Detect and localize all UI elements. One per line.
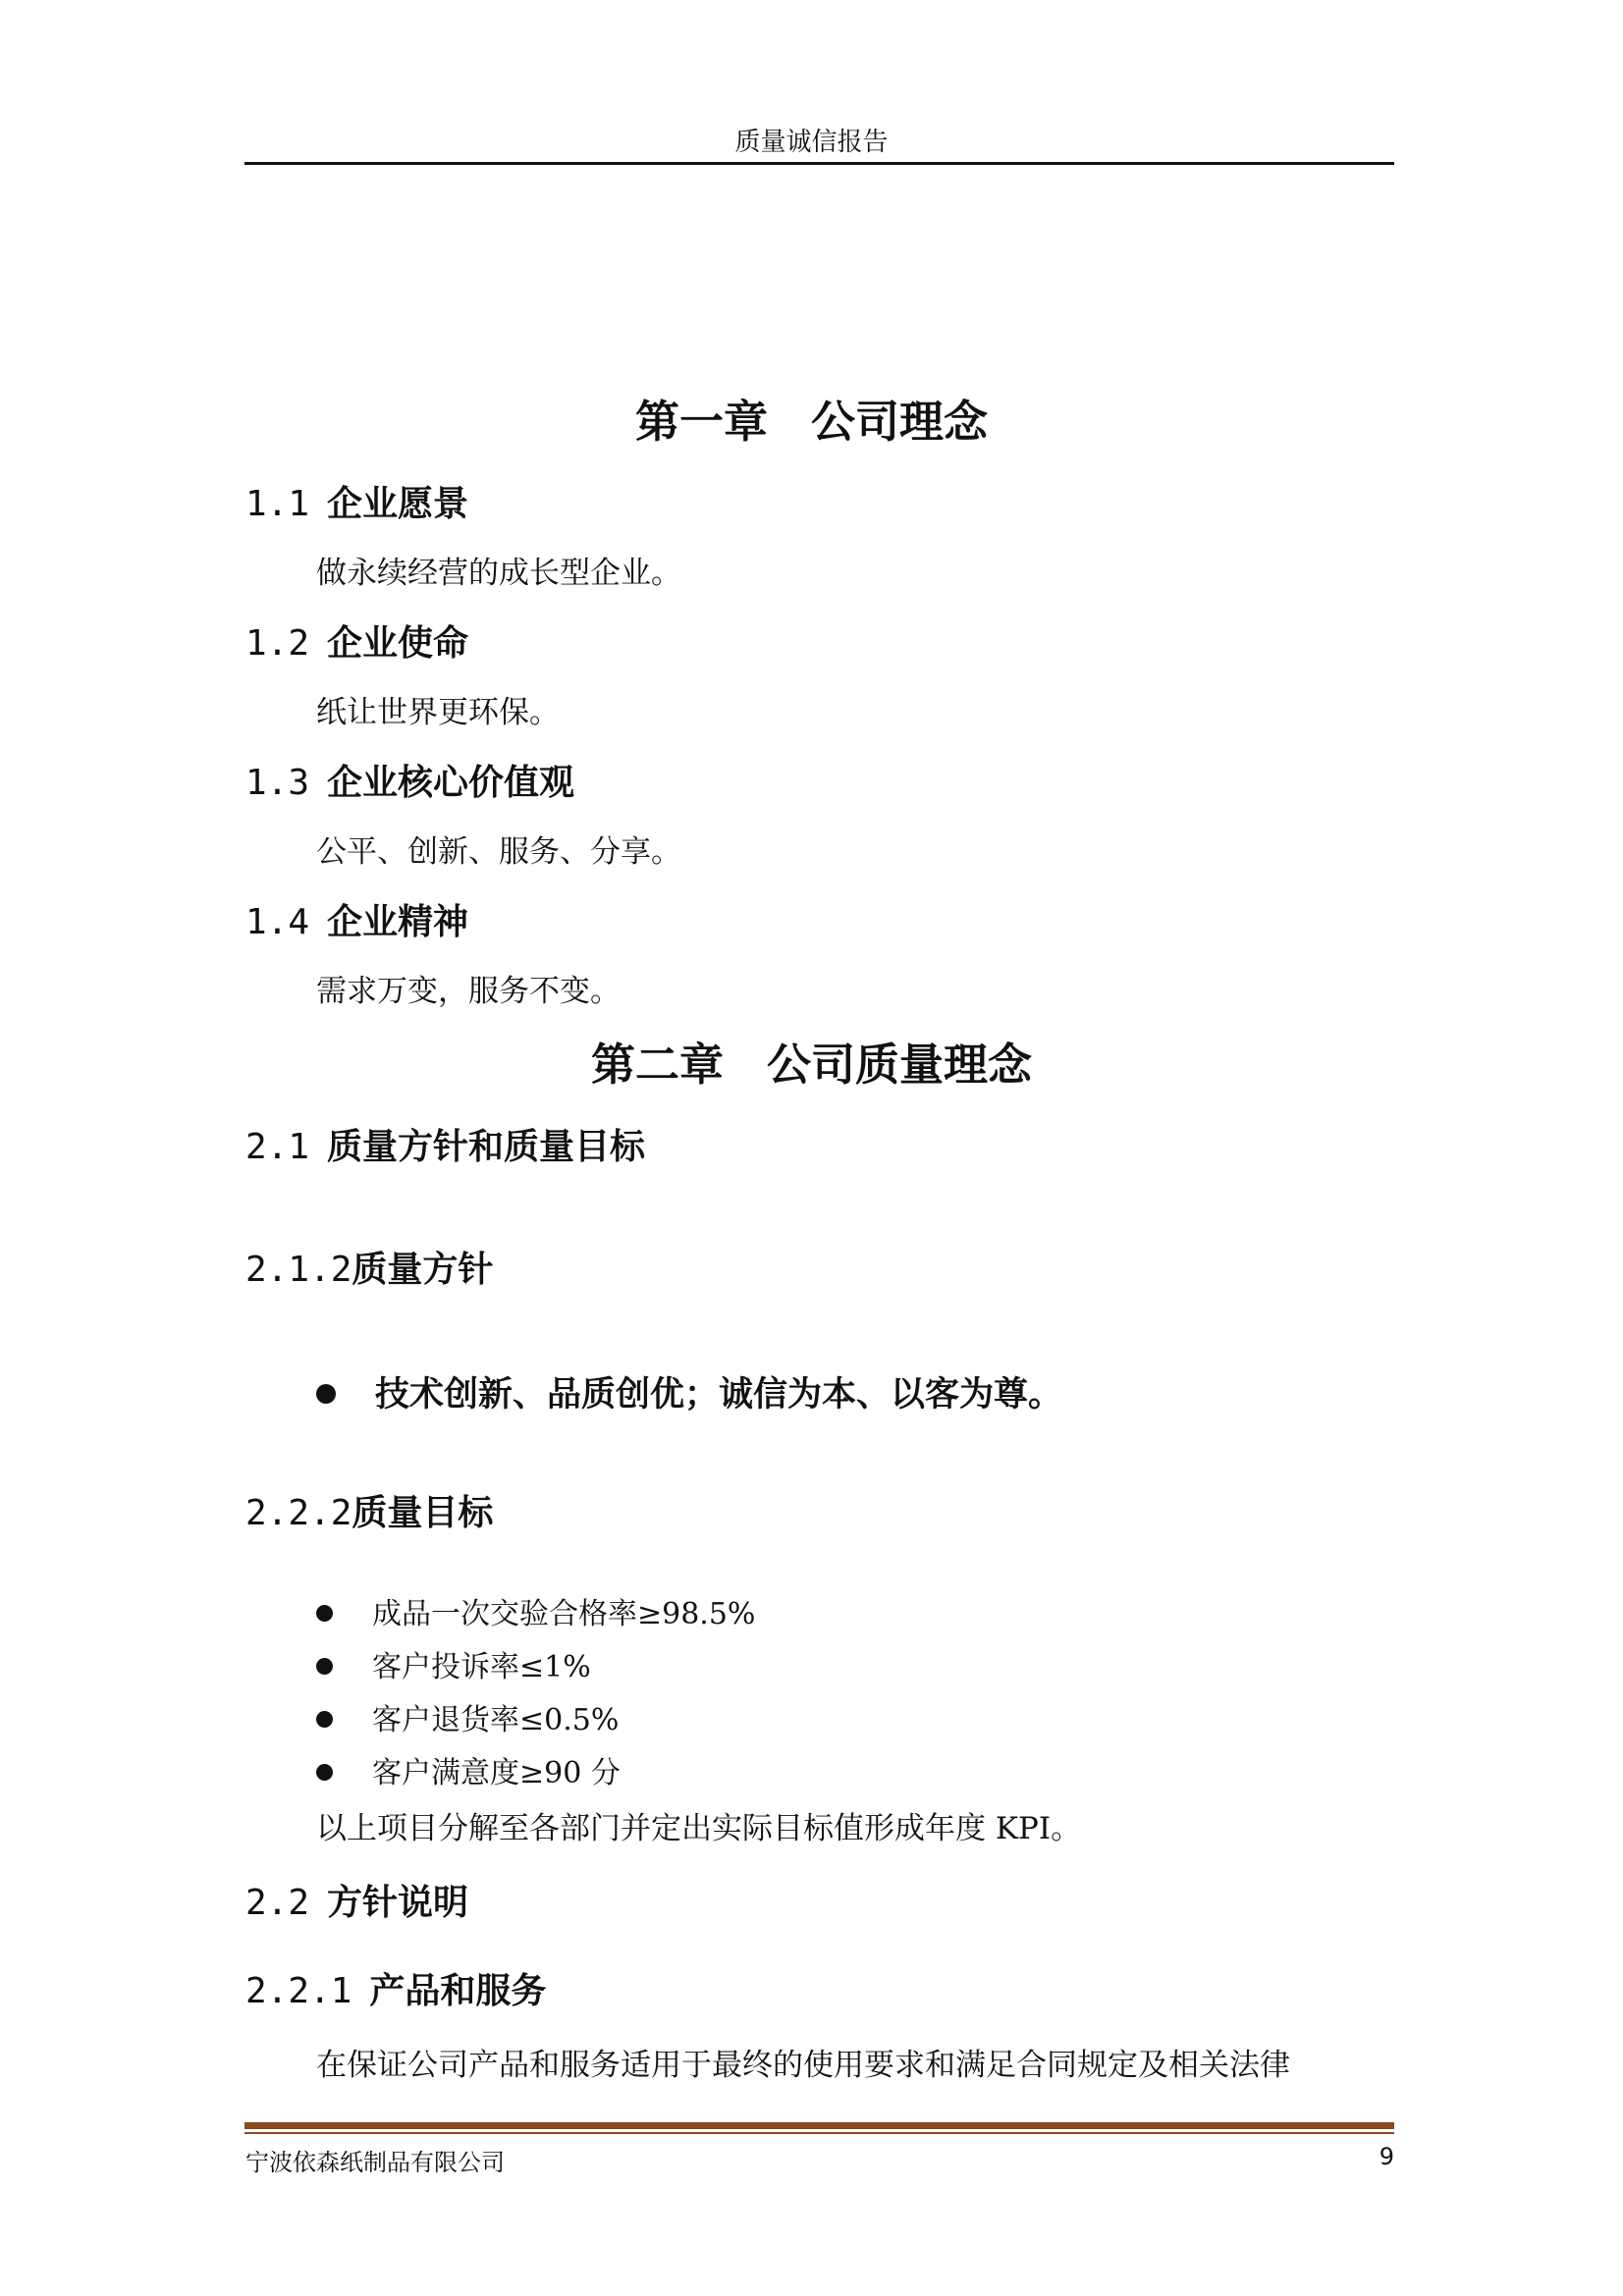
section-2-2-1-heading xyxy=(245,1963,546,2013)
section-1-3-heading xyxy=(245,755,574,805)
section-2-2-2-heading xyxy=(245,1485,493,1535)
section-title: 企业核心价值观 xyxy=(327,762,575,803)
section-1-2-text: 纸让世界更环保。 xyxy=(316,695,560,730)
section-number: 2.1.2 xyxy=(245,1250,352,1290)
section-2-2-heading xyxy=(245,1875,468,1925)
section-number: 1.4 xyxy=(245,902,310,942)
section-1-4-heading xyxy=(245,894,468,944)
section-1-4-text: 需求万变，服务不变。 xyxy=(316,974,621,1009)
section-title: 企业使命 xyxy=(327,622,469,664)
section-title: 质量方针和质量目标 xyxy=(327,1126,646,1167)
footer-company: 宁波依森纸制品有限公司 xyxy=(245,2149,505,2176)
target-item xyxy=(316,1589,755,1632)
section-2-1-2-heading xyxy=(245,1242,493,1292)
target-text: 成品一次交验合格率≥98.5% xyxy=(372,1597,756,1631)
quality-policy-bullet xyxy=(316,1367,1062,1416)
chapter-2-number: 第二章 xyxy=(590,1039,724,1091)
section-1-1-text: 做永续经营的成长型企业。 xyxy=(316,556,681,591)
section-number: 2.1 xyxy=(245,1127,310,1167)
section-title: 企业精神 xyxy=(327,901,469,942)
section-title: 产品和服务 xyxy=(369,1970,547,2011)
section-number: 2.2.1 xyxy=(245,1971,352,2011)
footer-rule xyxy=(244,2122,1394,2129)
target-item xyxy=(316,1695,619,1738)
section-number: 1.1 xyxy=(245,484,310,524)
section-1-3-text: 公平、创新、服务、分享。 xyxy=(316,834,681,870)
section-title: 方针说明 xyxy=(327,1882,469,1923)
section-number: 1.3 xyxy=(245,763,310,803)
section-title: 质量方针 xyxy=(352,1249,494,1290)
chapter-2-heading xyxy=(0,1029,1623,1093)
section-1-2-heading xyxy=(245,615,468,666)
chapter-1-heading xyxy=(0,386,1623,450)
bullet-icon xyxy=(316,1658,333,1675)
chapter-1-number: 第一章 xyxy=(634,396,768,448)
page-number: 9 xyxy=(1379,2143,1394,2170)
target-item xyxy=(316,1748,621,1791)
section-title: 质量目标 xyxy=(352,1492,494,1533)
section-number: 2.2.2 xyxy=(245,1493,352,1533)
target-text: 客户退货率≤0.5% xyxy=(372,1703,620,1737)
quality-policy-text: 技术创新、品质创优；诚信为本、以客为尊。 xyxy=(375,1374,1063,1415)
targets-note: 以上项目分解至各部门并定出实际目标值形成年度 KPI。 xyxy=(316,1811,1082,1846)
bullet-icon xyxy=(316,1711,333,1728)
chapter-2-title: 公司质量理念 xyxy=(767,1039,1033,1091)
chapter-1-title: 公司理念 xyxy=(811,396,989,448)
running-header: 质量诚信报告 xyxy=(734,128,889,157)
bullet-icon xyxy=(316,1605,333,1622)
section-title: 企业愿景 xyxy=(327,483,469,524)
target-text: 客户满意度≥90 分 xyxy=(372,1756,621,1790)
target-item xyxy=(316,1642,591,1685)
target-text: 客户投诉率≤1% xyxy=(372,1650,591,1684)
bullet-icon xyxy=(316,1764,333,1781)
section-number: 2.2 xyxy=(245,1883,310,1923)
footer-rule-thin xyxy=(244,2132,1394,2134)
section-number: 1.2 xyxy=(245,623,310,664)
bullet-icon xyxy=(316,1384,336,1404)
header-rule xyxy=(244,162,1394,165)
section-1-1-heading xyxy=(245,476,468,526)
section-2-2-1-text: 在保证公司产品和服务适用于最终的使用要求和满足合同规定及相关法律 xyxy=(316,2048,1290,2083)
section-2-1-heading xyxy=(245,1119,645,1169)
